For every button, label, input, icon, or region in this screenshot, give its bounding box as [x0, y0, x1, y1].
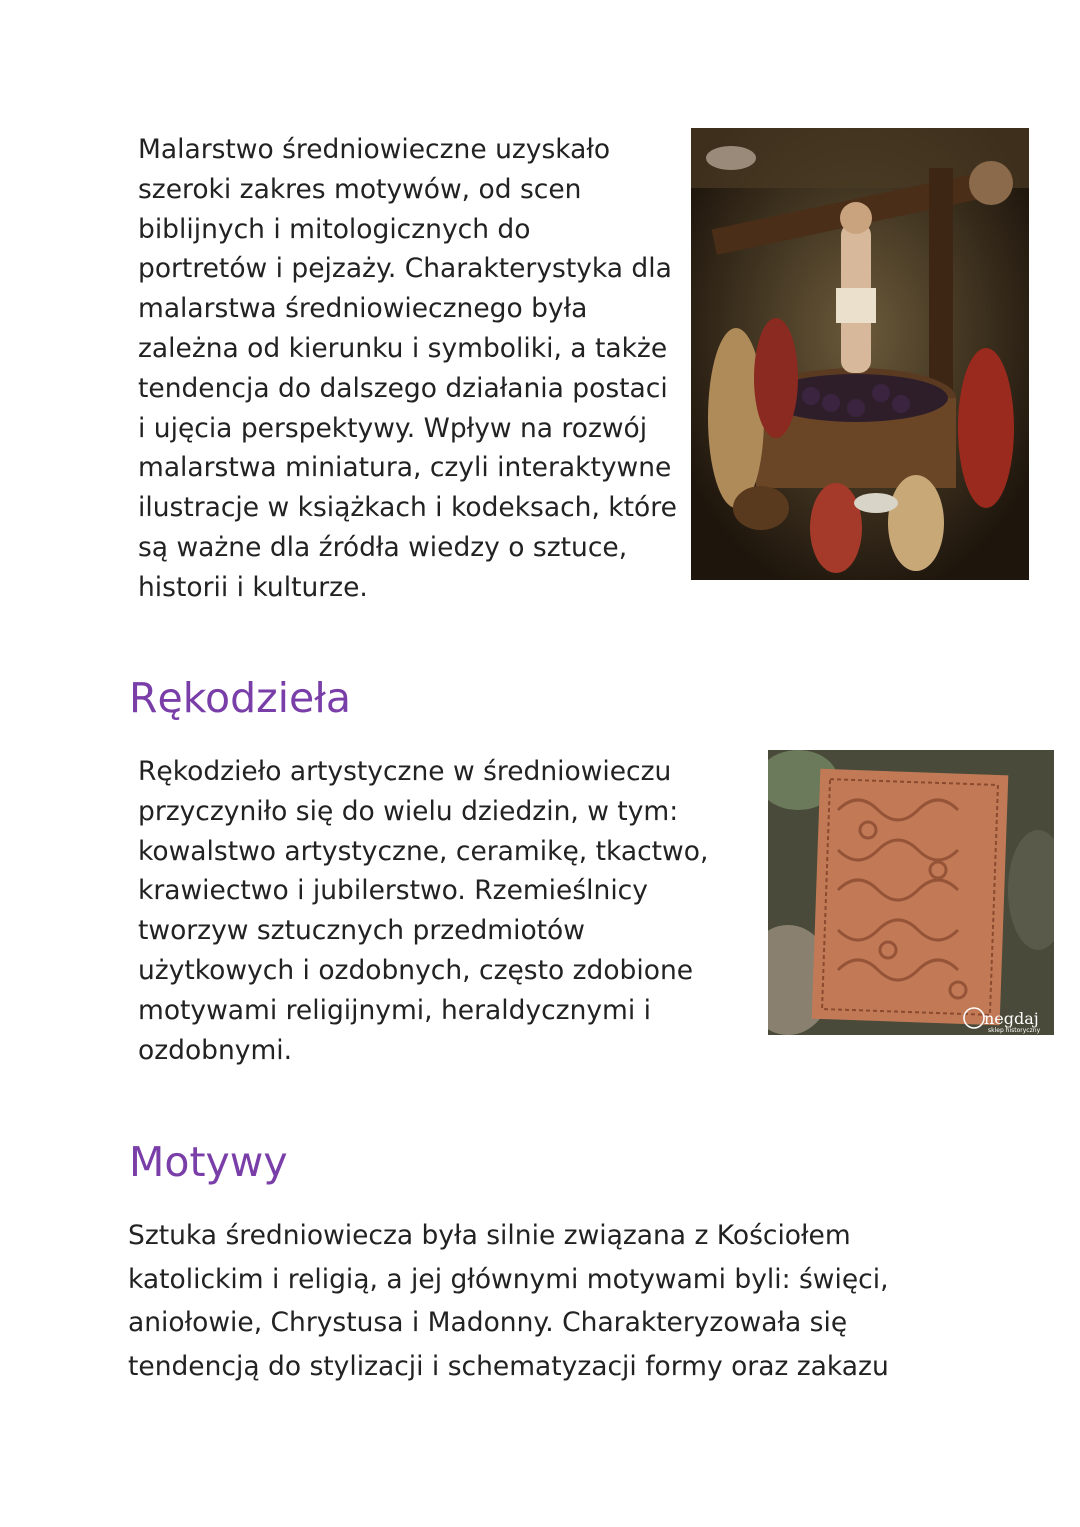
text-line: tendencją do stylizacji i schematyzacji formy oraz zakazu	[128, 1350, 889, 1382]
crucifixion-painting-image	[691, 128, 1029, 580]
text-line: krawiectwo i jubilerstwo. Rzemieślnicy	[138, 875, 648, 907]
text-line: aniołowie, Chrystusa i Madonny. Charakteryzowała się	[128, 1307, 848, 1338]
text-line: ilustracje w książkach i kodeksach, które	[138, 492, 677, 524]
leather-book-cover-image	[768, 750, 1054, 1035]
text-line: i ujęcia perspektywy. Wpływ na rozwój	[138, 412, 648, 444]
painting-paragraph	[138, 130, 677, 608]
text-line: tworzyw sztucznych przedmiotów	[138, 915, 585, 947]
text-line: motywami religijnymi, heraldycznymi i	[138, 994, 652, 1026]
watermark-subtext: sklep historyczny	[988, 1027, 1041, 1034]
text-line: biblijnych i mitologicznych do	[138, 213, 531, 245]
crafts-heading: Rękodzieła	[129, 674, 352, 722]
text-line: zależna od kierunku i symboliki, a także	[138, 332, 668, 364]
text-line: malarstwa miniatura, czyli interaktywne	[138, 452, 672, 484]
watermark-text: negdaj	[984, 1009, 1039, 1028]
text-line: szeroki zakres motywów, od scen	[138, 173, 582, 205]
text-line: użytkowych i ozdobnych, często zdobione	[138, 954, 694, 986]
motifs-paragraph	[128, 1214, 889, 1388]
text-line: historii i kulturze.	[138, 571, 368, 603]
text-line: malarstwa średniowiecznego była	[138, 293, 588, 325]
text-line: Malarstwo średniowieczne uzyskało	[138, 134, 611, 165]
text-line: tendencja do dalszego działania postaci	[138, 372, 668, 404]
text-line: Sztuka średniowiecza była silnie związana z Kościołem	[128, 1220, 851, 1251]
text-line: są ważne dla źródła wiedzy o sztuce,	[138, 531, 628, 563]
text-line: ozdobnymi.	[138, 1034, 293, 1066]
crafts-paragraph	[138, 752, 708, 1070]
text-line: Rękodzieło artystyczne w średniowieczu	[138, 756, 672, 787]
motifs-heading: Motywy	[129, 1138, 288, 1186]
text-line: portretów i pejzaży. Charakterystyka dla	[138, 253, 672, 285]
text-line: kowalstwo artystyczne, ceramikę, tkactwo,	[138, 835, 709, 867]
text-line: przyczyniło się do wielu dziedzin, w tym:	[138, 795, 679, 827]
text-line: katolickim i religią, a jej głównymi motywami byli: święci,	[128, 1263, 889, 1295]
